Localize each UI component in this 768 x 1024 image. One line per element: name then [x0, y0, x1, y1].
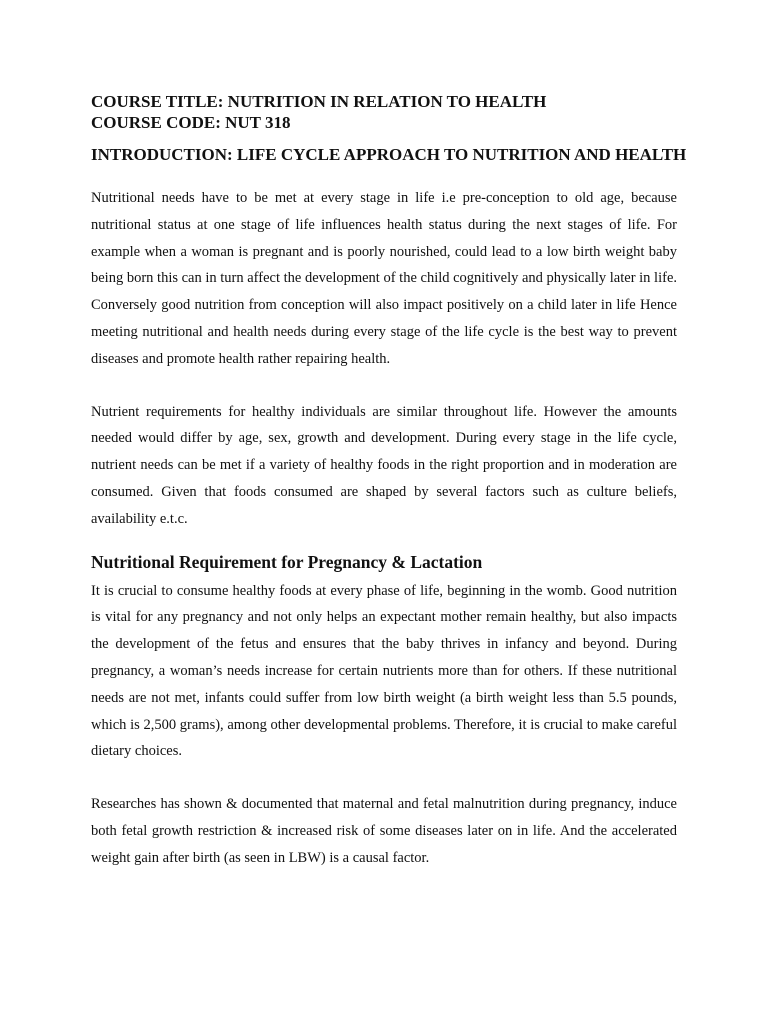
document-page	[91, 91, 687, 872]
pregnancy-paragraph: Researches has shown & documented that maternal and fetal malnutrition during pregnancy, induce both fetal growth restriction & increased risk of some diseases later on in life. And the accelerated weight gain after birth (as seen in LBW) is a causal factor.	[91, 796, 677, 866]
introduction-paragraph: Nutrient requirements for healthy individuals are similar throughout life. However the amounts needed would differ by age, sex, growth and development. During every stage in the life cycle, nutrient needs can be met if a variety of healthy foods in the right proportion and in moderation are consumed. Given that foods consumed are shaped by several factors such as culture beliefs, availability e.t.c.	[91, 403, 677, 527]
introduction-paragraph: Nutritional needs have to be met at every stage in life i.e pre-conception to old age, because nutritional status at one stage of life influences health status during the next stages of life. For example when a woman is pregnant and is poorly nourished, could lead to a low birth weight baby being born this can in turn affect the development of the child cognitively and physically later in life. Conversely good nutrition from conception will also impact positively on a child later in life Hence meeting nutritional and health needs during every stage of the life cycle is the best way to prevent diseases and promote health rather repairing health.	[91, 190, 678, 367]
course-code: COURSE CODE: NUT 318	[91, 113, 291, 132]
pregnancy-paragraph: It is crucial to consume healthy foods at every phase of life, beginning in the womb. Good nutrition is vital for any pregnancy and not only helps an expectant mother remain healthy, but also impacts the development of the fetus and ensures that the baby thrives in infancy and beyond. During pregnancy, a woman’s needs increase for certain nutrients more than for others. If these nutritional needs are not met, infants could suffer from low birth weight (a birth weight less than 5.5 pounds, which is 2,500 grams), among other developmental problems. Therefore, it is crucial to make careful dietary choices.	[91, 582, 677, 760]
pregnancy-section-heading: Nutritional Requirement for Pregnancy & Lactation	[91, 551, 483, 572]
introduction-heading: INTRODUCTION: LIFE CYCLE APPROACH TO NUTRITION AND HEALTH	[91, 145, 687, 164]
course-title: COURSE TITLE: NUTRITION IN RELATION TO HEALTH	[91, 92, 547, 111]
